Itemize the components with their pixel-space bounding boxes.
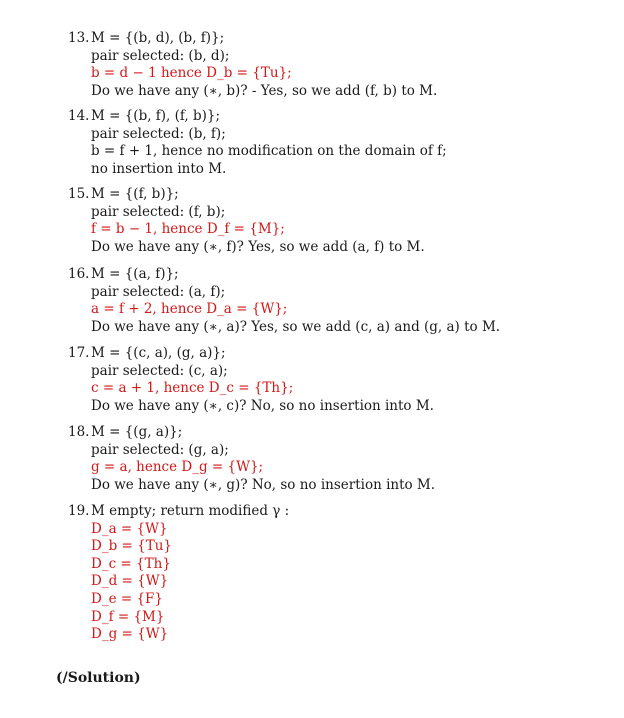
step-line: Do we have any (∗, c)? No, so no insertion into M.: [91, 397, 434, 414]
domain-line: D_b = {Tu}: [91, 538, 172, 555]
step-line: a = f + 2, hence D_a = {W};: [91, 301, 288, 318]
domain-line: D_f = {M}: [91, 608, 165, 625]
step-line: M empty; return modified γ :: [91, 503, 290, 519]
step-line: g = a, hence D_g = {W};: [91, 459, 264, 476]
step-line: pair selected: (g, a);: [91, 441, 229, 458]
domain-line: D_e = {F}: [91, 590, 164, 607]
step-number: 15.: [68, 186, 90, 202]
step-line: M = {(g, a)};: [91, 424, 183, 440]
step-line: f = b − 1, hence D_f = {M};: [91, 221, 285, 238]
step-line: pair selected: (f, b);: [91, 203, 226, 220]
domain-line: D_d = {W}: [91, 573, 169, 590]
step-line: pair selected: (b, d);: [91, 47, 230, 64]
step-line: M = {(b, d), (b, f)};: [91, 30, 225, 46]
step-line: Do we have any (∗, a)? Yes, so we add (c, a) and (g, a) to M.: [91, 318, 501, 335]
step-line: b = d − 1 hence D_b = {Tu};: [91, 65, 292, 82]
step-number: 16.: [68, 266, 90, 282]
step-line: Do we have any (∗, g)? No, so no insertion into M.: [91, 476, 436, 493]
step-line: no insertion into M.: [91, 160, 227, 177]
domain-line: D_g = {W}: [91, 626, 169, 643]
domain-line: D_a = {W}: [91, 520, 168, 537]
step-number: 14.: [68, 108, 90, 124]
step-line: pair selected: (c, a);: [91, 362, 228, 379]
solution-end-marker: (/Solution): [56, 670, 141, 686]
step-number: 19.: [68, 503, 90, 519]
step-line: b = f + 1, hence no modification on the domain of f;: [91, 143, 447, 160]
step-line: M = {(c, a), (g, a)};: [91, 345, 226, 361]
step-line: M = {(a, f)};: [91, 266, 179, 282]
step-number: 13.: [68, 30, 90, 46]
step-line: Do we have any (∗, b)? - Yes, so we add (f, b) to M.: [91, 82, 438, 99]
step-line: pair selected: (b, f);: [91, 125, 226, 142]
step-line: M = {(f, b)};: [91, 186, 179, 202]
step-line: c = a + 1, hence D_c = {Th};: [91, 380, 294, 397]
step-line: Do we have any (∗, f)? Yes, so we add (a, f) to M.: [91, 238, 425, 255]
step-number: 17.: [68, 345, 90, 361]
step-number: 18.: [68, 424, 90, 440]
step-line: pair selected: (a, f);: [91, 283, 226, 300]
step-line: M = {(b, f), (f, b)};: [91, 108, 221, 124]
domain-line: D_c = {Th}: [91, 555, 171, 572]
